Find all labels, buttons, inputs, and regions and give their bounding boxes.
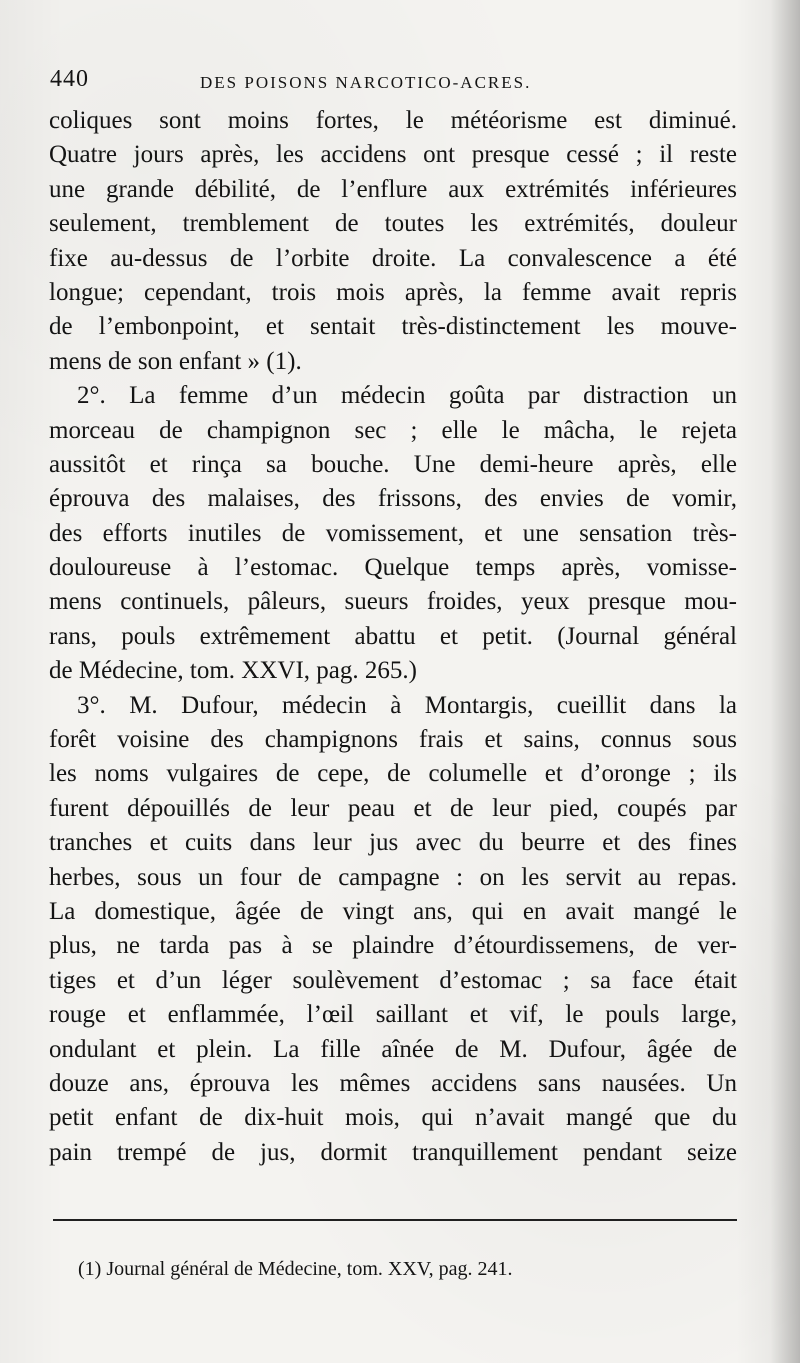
- text-line: mens de son enfant » (1).: [49, 347, 302, 375]
- text-line: pain trempé de jus, dormit tranquillement pendant seize: [49, 1138, 737, 1166]
- footnote: (1) Journal général de Médecine, tom. XXV, pag. 241.: [78, 1258, 513, 1280]
- main-text: [49, 104, 737, 1170]
- text-line: seulement, tremblement de toutes les extrémités, douleur: [49, 210, 737, 238]
- page-number: 440: [50, 66, 89, 92]
- text-line: une grande débilité, de l’enflure aux extrémités inférieures: [49, 175, 737, 203]
- text-line: 2°. La femme d’un médecin goûta par distraction un: [77, 382, 737, 410]
- text-line: furent dépouillés de leur peau et de leur pied, coupés par: [49, 794, 737, 822]
- text-line: 3°. M. Dufour, médecin à Montargis, cueillit dans la: [77, 691, 737, 719]
- text-line: mens continuels, pâleurs, sueurs froides, yeux presque mou-: [49, 588, 737, 616]
- text-line: La domestique, âgée de vingt ans, qui en avait mangé le: [49, 897, 737, 925]
- text-line: plus, ne tarda pas à se plaindre d’étourdissemens, de ver-: [49, 932, 737, 960]
- text-line: ondulant et plein. La fille aînée de M. Dufour, âgée de: [49, 1035, 737, 1063]
- text-line: de Médecine, tom. XXVI, pag. 265.): [49, 657, 417, 685]
- text-line: coliques sont moins fortes, le météorisme est diminué.: [49, 107, 737, 134]
- page-header: [50, 66, 750, 100]
- text-line: éprouva des malaises, des frissons, des envies de vomir,: [49, 485, 737, 513]
- running-head: DES POISONS NARCOTICO-ACRES.: [200, 73, 532, 92]
- text-line: fixe au-dessus de l’orbite droite. La convalescence a été: [49, 244, 737, 272]
- text-line: rouge et enflammée, l’œil saillant et vif, le pouls large,: [49, 1001, 737, 1029]
- text-line: longue; cependant, trois mois après, la femme avait repris: [49, 278, 737, 306]
- text-line: tranches et cuits dans leur jus avec du beurre et des fines: [49, 829, 737, 857]
- text-line: de l’embonpoint, et sentait très-distinctement les mouve-: [49, 313, 737, 341]
- text-line: herbes, sous un four de campagne : on les servit au repas.: [49, 863, 737, 891]
- text-line: douze ans, éprouva les mêmes accidens sans nausées. Un: [49, 1069, 737, 1097]
- footnote-rule: [53, 1219, 737, 1221]
- text-line: les noms vulgaires de cepe, de columelle et d’oronge ; ils: [49, 760, 737, 788]
- page-edge-shadow: [770, 0, 800, 1363]
- text-line: petit enfant de dix-huit mois, qui n’avait mangé que du: [49, 1104, 737, 1132]
- text-line: forêt voisine des champignons frais et sains, connus sous: [49, 726, 737, 754]
- text-line: rans, pouls extrêmement abattu et petit. (Journal général: [49, 622, 737, 650]
- text-line: Quatre jours après, les accidens ont presque cessé ; il reste: [49, 141, 737, 169]
- text-line: morceau de champignon sec ; elle le mâcha, le rejeta: [49, 416, 737, 444]
- text-line: aussitôt et rinça sa bouche. Une demi-heure après, elle: [49, 450, 737, 478]
- text-line: des efforts inutiles de vomissement, et une sensation très-: [49, 519, 737, 547]
- text-line: douloureuse à l’estomac. Quelque temps après, vomisse-: [49, 554, 737, 582]
- text-line: tiges et d’un léger soulèvement d’estomac ; sa face était: [49, 966, 737, 994]
